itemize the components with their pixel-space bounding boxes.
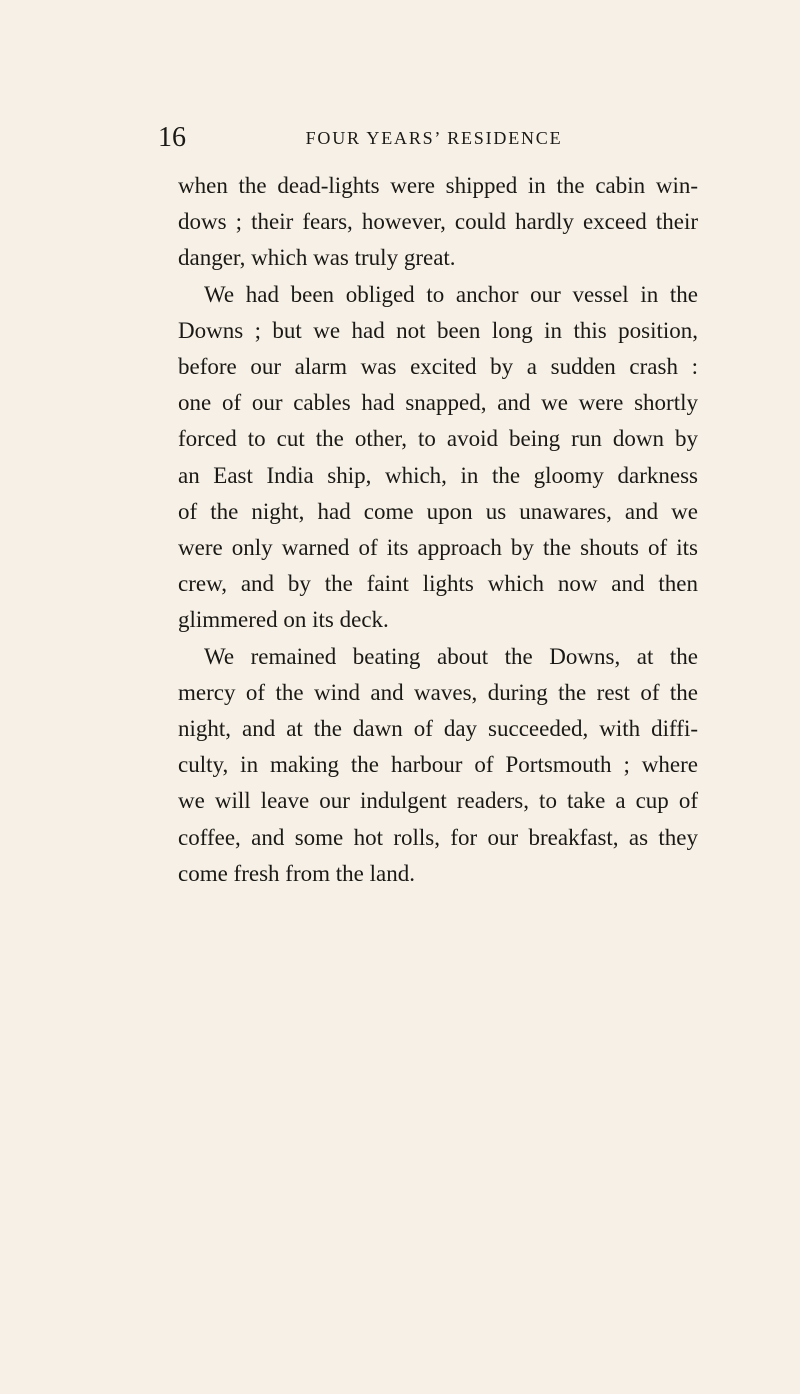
text-line: crew, and by the faint lights which now and then <box>178 571 698 597</box>
text-line: coffee, and some hot rolls, for our breakfast, as they <box>178 824 698 850</box>
body-text <box>178 168 698 892</box>
text-line: when the dead-lights were shipped in the cabin win- <box>178 173 698 198</box>
text-line: forced to cut the other, to avoid being run down by <box>178 426 698 452</box>
text-line: night, and at the dawn of day succeeded, with diffi- <box>178 716 698 742</box>
text-line: we will leave our indulgent readers, to take a cup of <box>178 788 698 814</box>
text-line: an East India ship, which, in the gloomy darkness <box>178 462 698 488</box>
text-line: mercy of the wind and waves, during the rest of the <box>178 679 698 705</box>
page-number: 16 <box>158 122 186 153</box>
text-line: dows ; their fears, however, could hardly exceed their <box>178 209 698 235</box>
page-header <box>158 118 710 158</box>
text-line: come fresh from the land. <box>178 860 415 886</box>
text-line: We had been obliged to anchor our vessel in the <box>204 281 698 307</box>
text-line: before our alarm was excited by a sudden crash : <box>178 354 698 380</box>
running-head: FOUR YEARS’ RESIDENCE <box>305 128 563 148</box>
text-line: glimmered on its deck. <box>178 607 389 633</box>
text-line: were only warned of its approach by the shouts of its <box>178 535 698 561</box>
paragraph <box>178 277 698 639</box>
text-line: culty, in making the harbour of Portsmouth ; where <box>178 752 698 778</box>
text-line: danger, which was truly great. <box>178 245 456 271</box>
text-line: of the night, had come upon us unawares, and we <box>178 498 698 524</box>
text-line: Downs ; but we had not been long in this position, <box>178 317 698 343</box>
text-line: We remained beating about the Downs, at the <box>204 643 698 669</box>
paragraph <box>178 639 698 892</box>
paragraph <box>178 168 698 277</box>
text-line: one of our cables had snapped, and we were shortly <box>178 390 698 416</box>
